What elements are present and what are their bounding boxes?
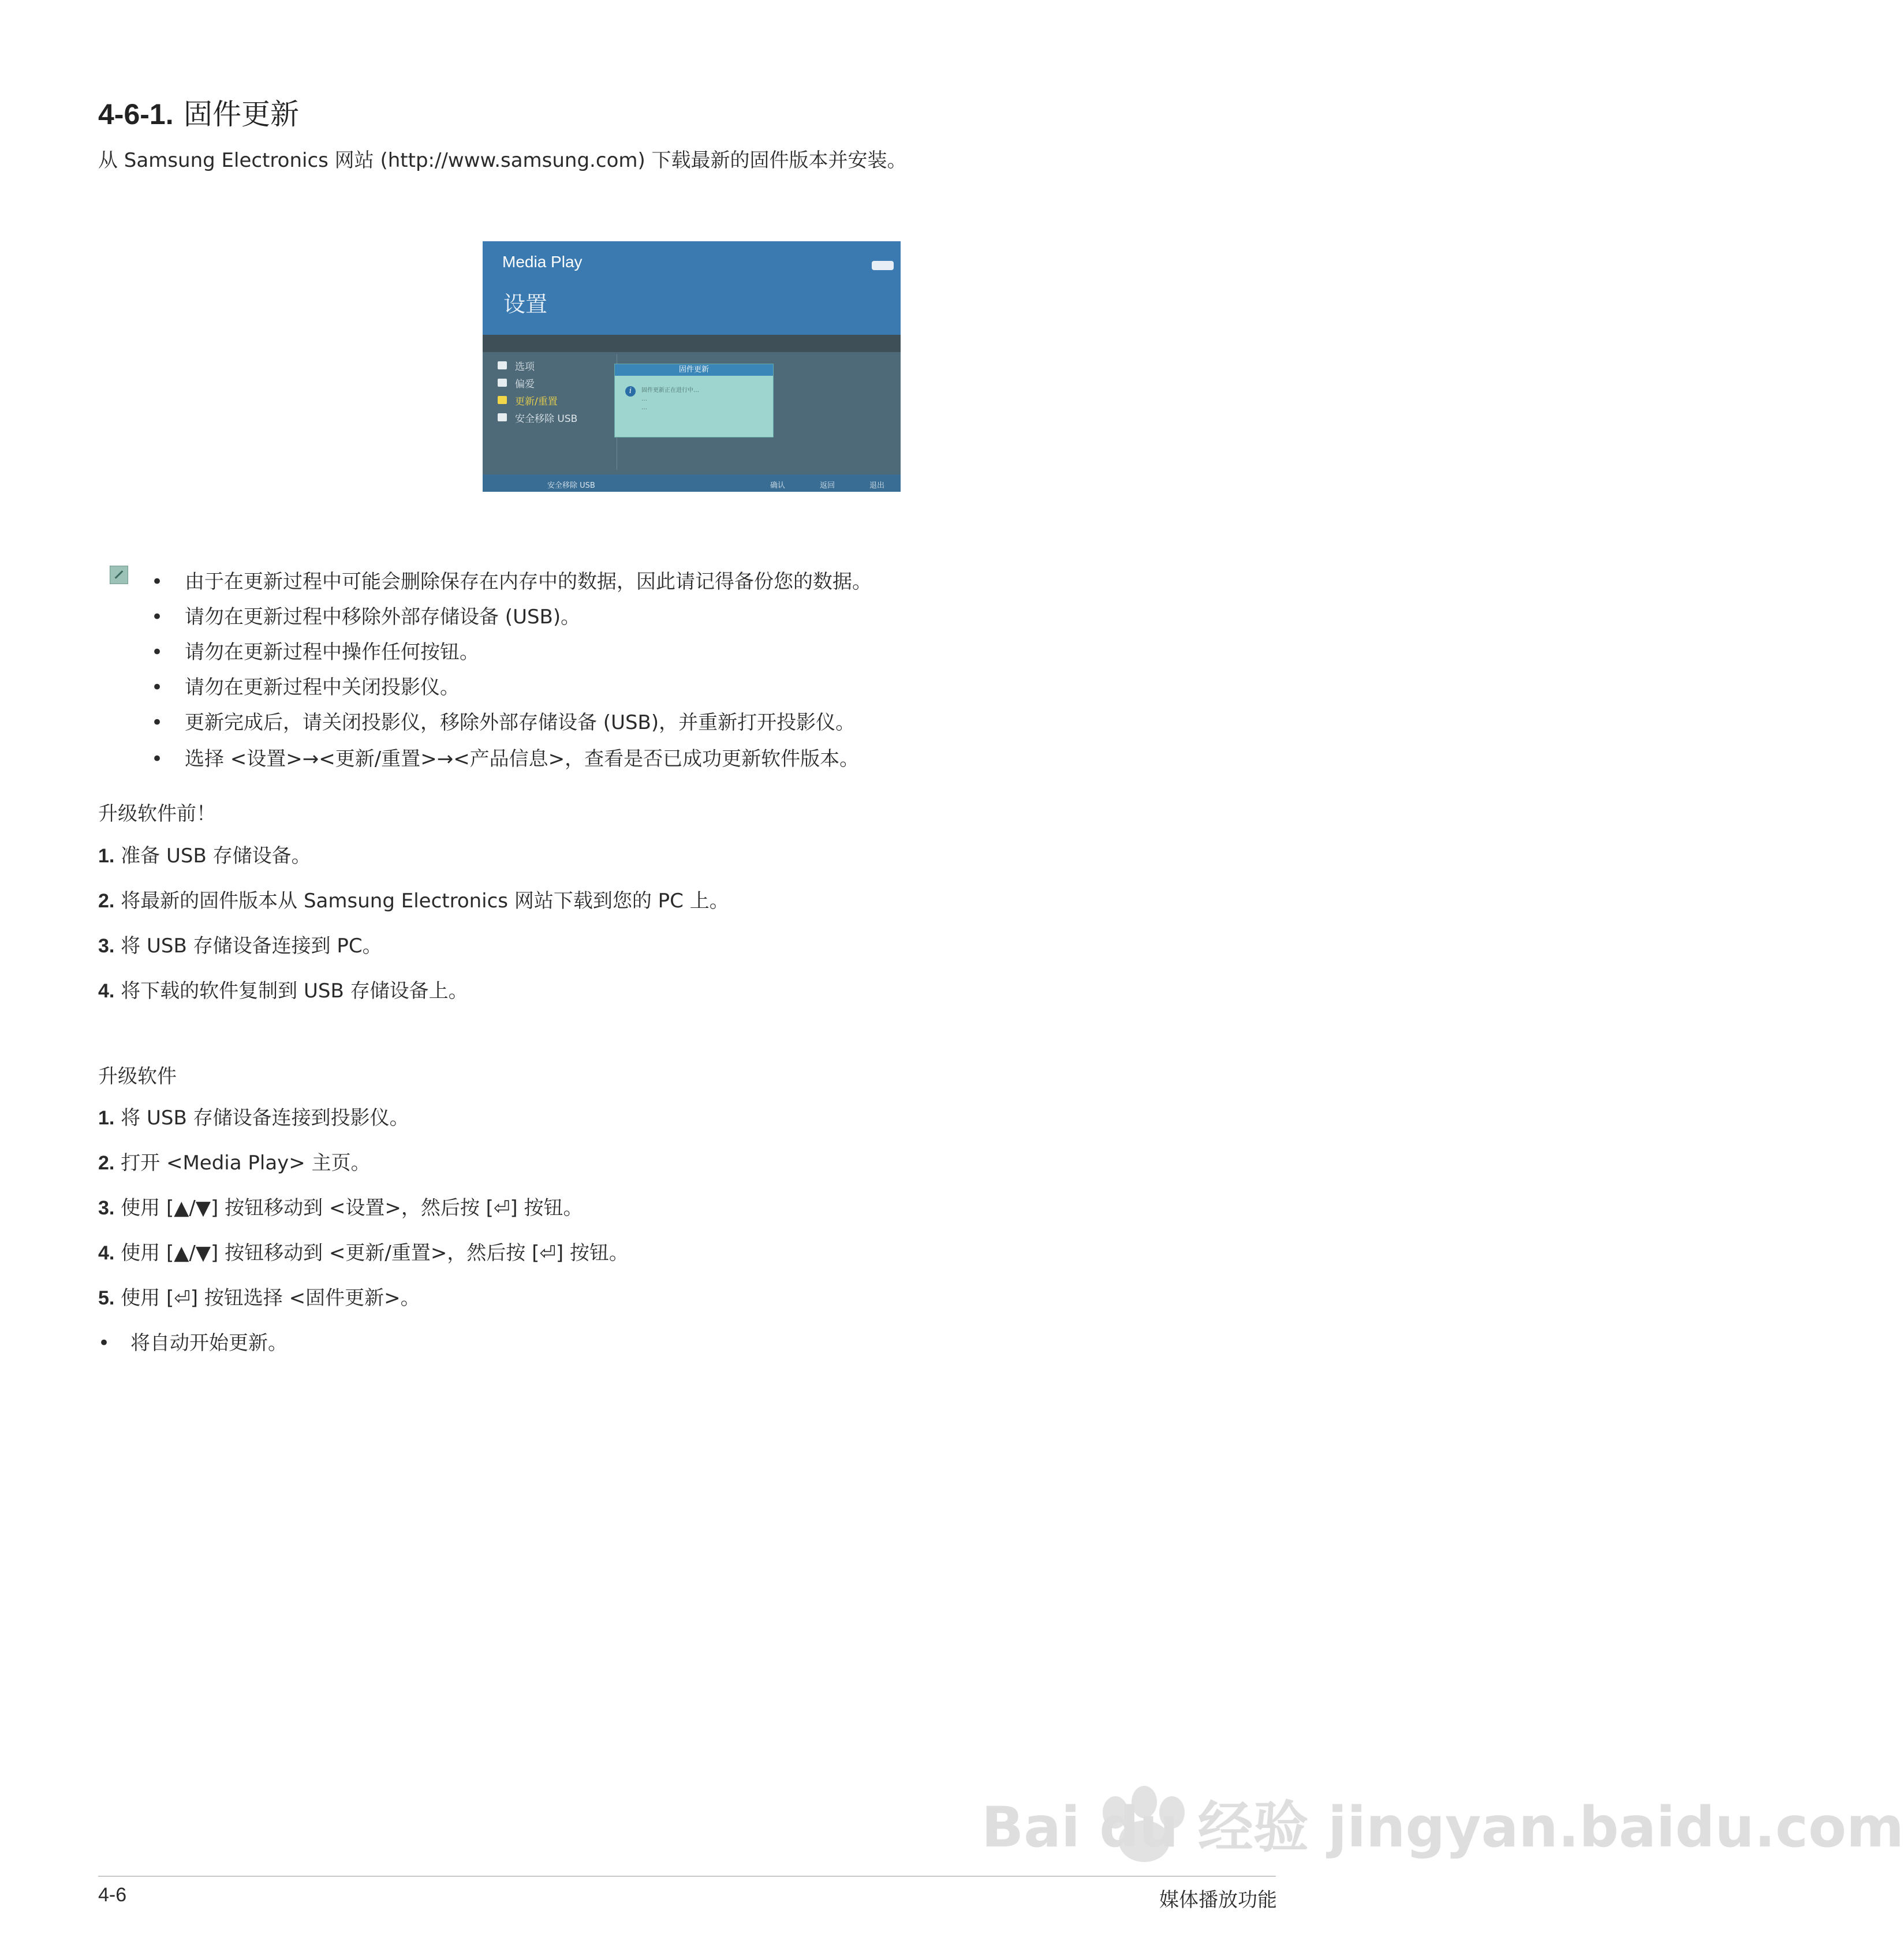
before-step: 4. 将下载的软件复制到 USB 存储设备上。	[98, 980, 468, 1003]
footer-safe-remove: 安全移除 USB	[547, 481, 595, 490]
note-item: • 选择 <设置>→<更新/重置>→<产品信息>，查看是否已成功更新软件版本。	[151, 747, 860, 771]
before-step: 2. 将最新的固件版本从 Samsung Electronics 网站下载到您的 PC 上。	[98, 889, 729, 913]
dialog-title: 固件更新	[615, 364, 773, 376]
usb-icon	[872, 261, 894, 270]
note-item: • 请勿在更新过程中移除外部存储设备 (USB)。	[151, 605, 581, 629]
page-number: 4-6	[98, 1884, 127, 1906]
before-step: 3. 将 USB 存储设备连接到 PC。	[98, 934, 382, 958]
section-heading	[98, 91, 299, 133]
note-item: • 请勿在更新过程中操作任何按钮。	[151, 641, 479, 664]
footer-ok: 确认	[770, 481, 786, 490]
usb-remove-icon	[498, 413, 507, 421]
screen-footer	[483, 474, 901, 492]
info-icon: i	[625, 386, 636, 397]
before-upgrade-title: 升级软件前！	[98, 802, 216, 825]
upgrade-step: 3. 使用 [▲/▼] 按钮移动到 <设置>，然后按 [⏎] 按钮。	[98, 1197, 583, 1220]
firmware-dialog	[614, 364, 774, 438]
settings-icon	[498, 379, 507, 387]
upgrade-step: 4. 使用 [▲/▼] 按钮移动到 <更新/重置>，然后按 [⏎] 按钮。	[98, 1242, 629, 1265]
upgrade-title: 升级软件	[98, 1065, 177, 1088]
upgrade-step: 2. 打开 <Media Play> 主页。	[98, 1152, 371, 1175]
menu-item-options: 选项	[498, 357, 613, 374]
footer-section-title: 媒体播放功能	[1159, 1889, 1277, 1912]
screen-band	[483, 335, 901, 352]
upgrade-step: 1. 将 USB 存储设备连接到投影仪。	[98, 1106, 409, 1130]
section-number: 4-6-1.	[98, 98, 174, 130]
watermark-text: Bai du 经验 jingyan.baidu.com	[981, 1795, 1904, 1860]
menu-item-safe-remove-usb: 安全移除 USB	[498, 409, 613, 426]
screen-page-title: 设置	[503, 291, 548, 317]
dialog-message: 固件更新正在进行中… … …	[641, 387, 699, 411]
footer-exit: 退出	[869, 481, 885, 490]
intro-text: 从 Samsung Electronics 网站 (http://www.samsung.com) 下载最新的固件版本并安装。	[98, 149, 907, 172]
upgrade-step: 5. 使用 [⏎] 按钮选择 <固件更新>。	[98, 1287, 420, 1310]
menu-item-preferences: 偏爱	[498, 374, 613, 391]
before-step: 1. 准备 USB 存储设备。	[98, 844, 311, 868]
screen-app-title: Media Play	[502, 253, 583, 271]
note-icon	[110, 566, 128, 584]
update-icon	[498, 396, 507, 404]
screen-menu	[498, 357, 613, 426]
menu-item-update-reset: 更新/重置	[498, 391, 613, 409]
upgrade-bullet: • 将自动开始更新。	[98, 1332, 288, 1355]
media-play-screenshot	[483, 241, 901, 492]
note-item: • 由于在更新过程中可能会删除保存在内存中的数据，因此请记得备份您的数据。	[151, 570, 872, 593]
note-item: • 更新完成后，请关闭投影仪，移除外部存储设备 (USB)，并重新打开投影仪。	[151, 711, 856, 734]
note-item: • 请勿在更新过程中关闭投影仪。	[151, 676, 460, 699]
footer-back: 返回	[820, 481, 835, 490]
search-icon	[498, 361, 507, 369]
section-title: 固件更新	[184, 98, 300, 131]
